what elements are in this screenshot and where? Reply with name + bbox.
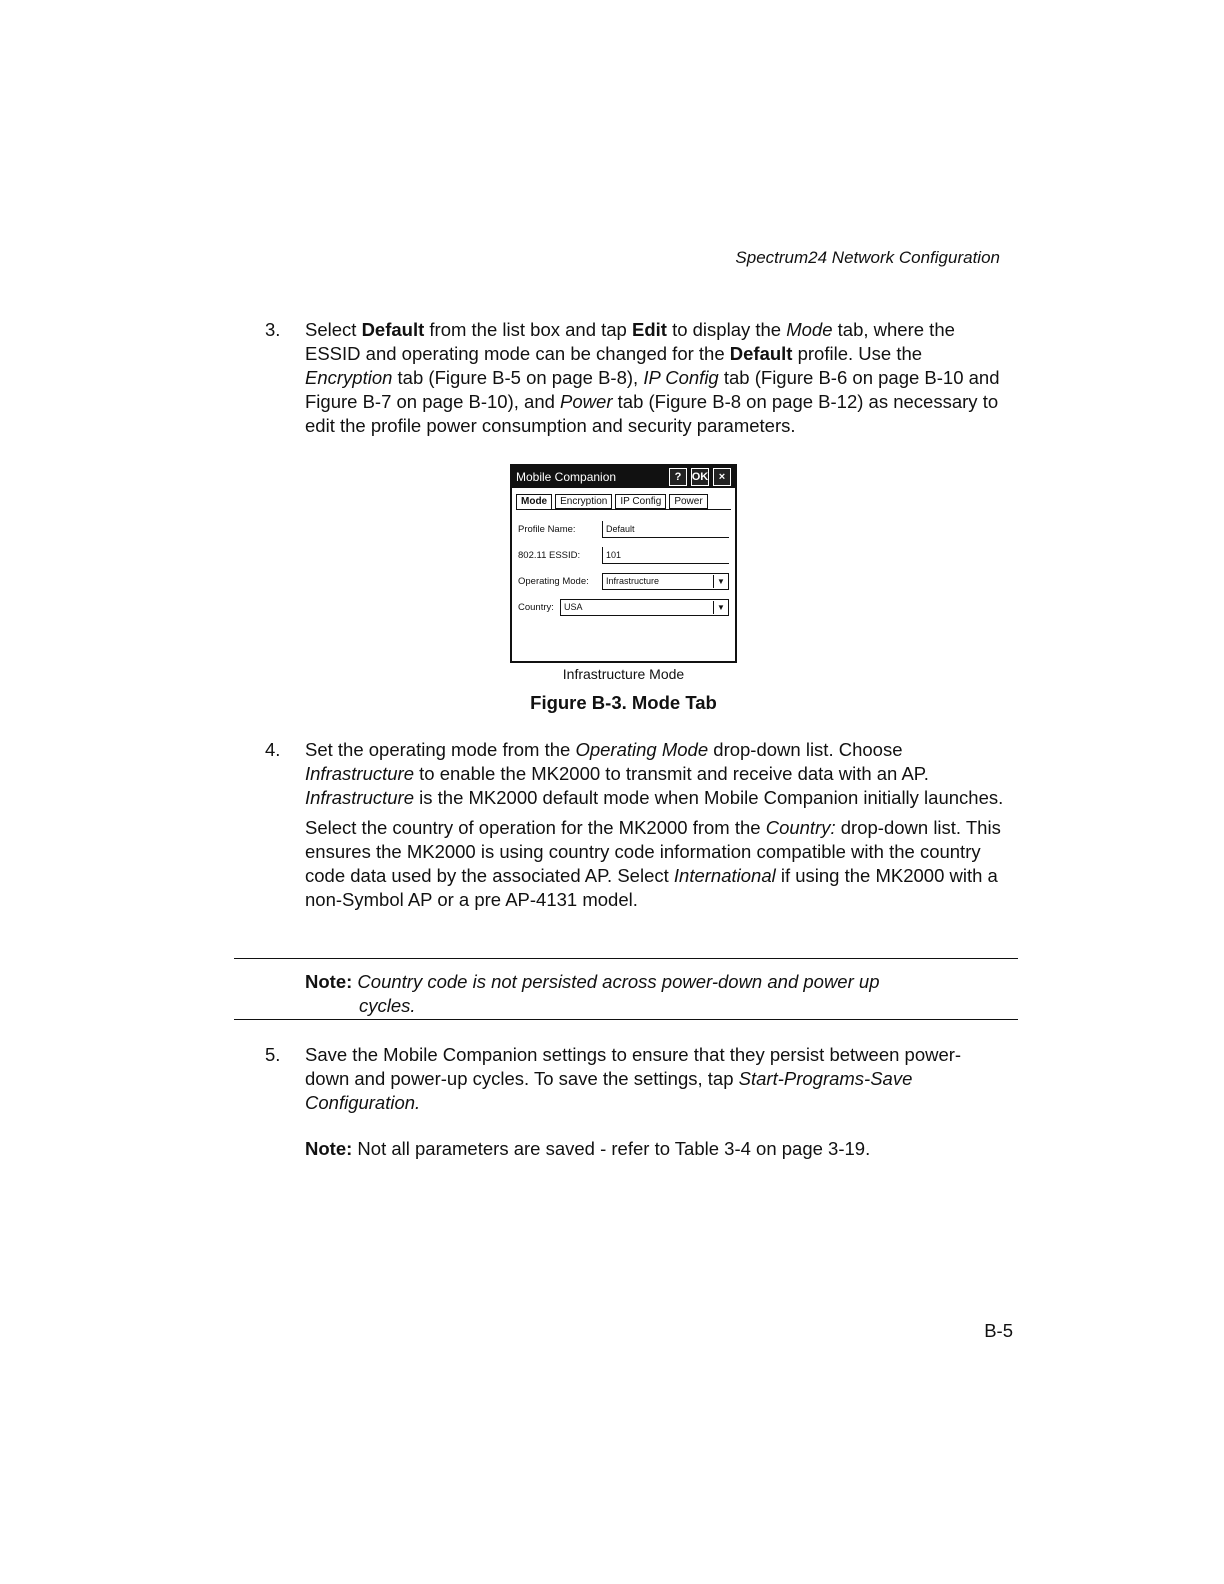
- page-number: B-5: [984, 1320, 1013, 1341]
- ok-button[interactable]: OK: [691, 468, 709, 486]
- note-rule-bottom: [234, 1019, 1018, 1020]
- chevron-down-icon[interactable]: ▼: [713, 601, 728, 614]
- window-title: Mobile Companion: [516, 470, 617, 484]
- essid-label: 802.11 ESSID:: [518, 549, 581, 561]
- running-header: Spectrum24 Network Configuration: [735, 248, 1000, 267]
- country-value: USA: [564, 602, 583, 612]
- note-parameters: [305, 1138, 870, 1160]
- step-3: [265, 318, 1005, 444]
- profile-name-field[interactable]: Default: [602, 521, 729, 538]
- note-text: Country code is not persisted across power-down and power up: [352, 971, 880, 992]
- mode-form: [512, 510, 735, 620]
- step-5: [265, 1043, 1005, 1121]
- tab-strip: [512, 488, 735, 509]
- operating-mode-select[interactable]: [602, 573, 729, 590]
- window-titlebar: [512, 466, 735, 488]
- figure-caption: Figure B-3. Mode Tab: [530, 692, 717, 713]
- step-number: 4.: [265, 739, 281, 760]
- figure-subcaption: Infrastructure Mode: [562, 666, 685, 682]
- step-4-paragraph-2: Select the country of operation for the MK2000 from the Country: drop-down list. This ensures the MK2000 is using country code information compatible with the country code data used by the associated AP. Select International if using the MK2000 with a non-Symbol AP or a pre AP-4131 model.: [305, 817, 1001, 910]
- note-label: Note:: [305, 1138, 353, 1159]
- note-label: Note:: [305, 971, 353, 992]
- profile-name-label: Profile Name:: [518, 523, 576, 535]
- step-3-text: Select Default from the list box and tap Edit to display the Mode tab, where the ESSID and operating mode can be changed for the Default profile. Use the Encryption tab (Figure B-5 on page B-8), IP Config tab (Figure B-6 on page B-10 and Figure B-7 on page B-10), and Power tab (Figure B-8 on page B-12) as necessary to edit the profile power consumption and security parameters.: [305, 319, 1000, 436]
- step-number: 3.: [265, 319, 281, 340]
- country-label: Country:: [518, 601, 554, 613]
- note-text: Not all parameters are saved - refer to Table 3-4 on page 3-19.: [352, 1138, 871, 1159]
- country-select[interactable]: [560, 599, 729, 616]
- step-number: 5.: [265, 1044, 281, 1065]
- note-rule-top: [234, 958, 1018, 959]
- chevron-down-icon[interactable]: ▼: [713, 575, 728, 588]
- close-icon[interactable]: ×: [713, 468, 731, 486]
- essid-field[interactable]: 101: [602, 547, 729, 564]
- note-country-code: [305, 970, 1005, 1018]
- tab-ip-config[interactable]: IP Config: [615, 494, 666, 509]
- tab-mode[interactable]: Mode: [516, 494, 552, 509]
- operating-mode-label: Operating Mode:: [518, 575, 589, 587]
- help-button[interactable]: ?: [669, 468, 687, 486]
- step-5-text: Save the Mobile Companion settings to ensure that they persist between power-down and power-up cycles. To save the settings, tap Start-Programs-Save Configuration.: [305, 1044, 962, 1113]
- tab-encryption[interactable]: Encryption: [555, 494, 612, 509]
- step-4-paragraph-1: Set the operating mode from the Operating Mode drop-down list. Choose Infrastructure to enable the MK2000 to transmit and receive data with an AP. Infrastructure is the MK2000 default mode when Mobile Companion initially launches.: [305, 739, 1004, 808]
- mobile-companion-screenshot: [510, 464, 737, 663]
- operating-mode-value: Infrastructure: [606, 576, 660, 586]
- tab-power[interactable]: Power: [669, 494, 707, 509]
- note-text-continued: cycles.: [359, 995, 416, 1016]
- step-4: [265, 738, 1005, 918]
